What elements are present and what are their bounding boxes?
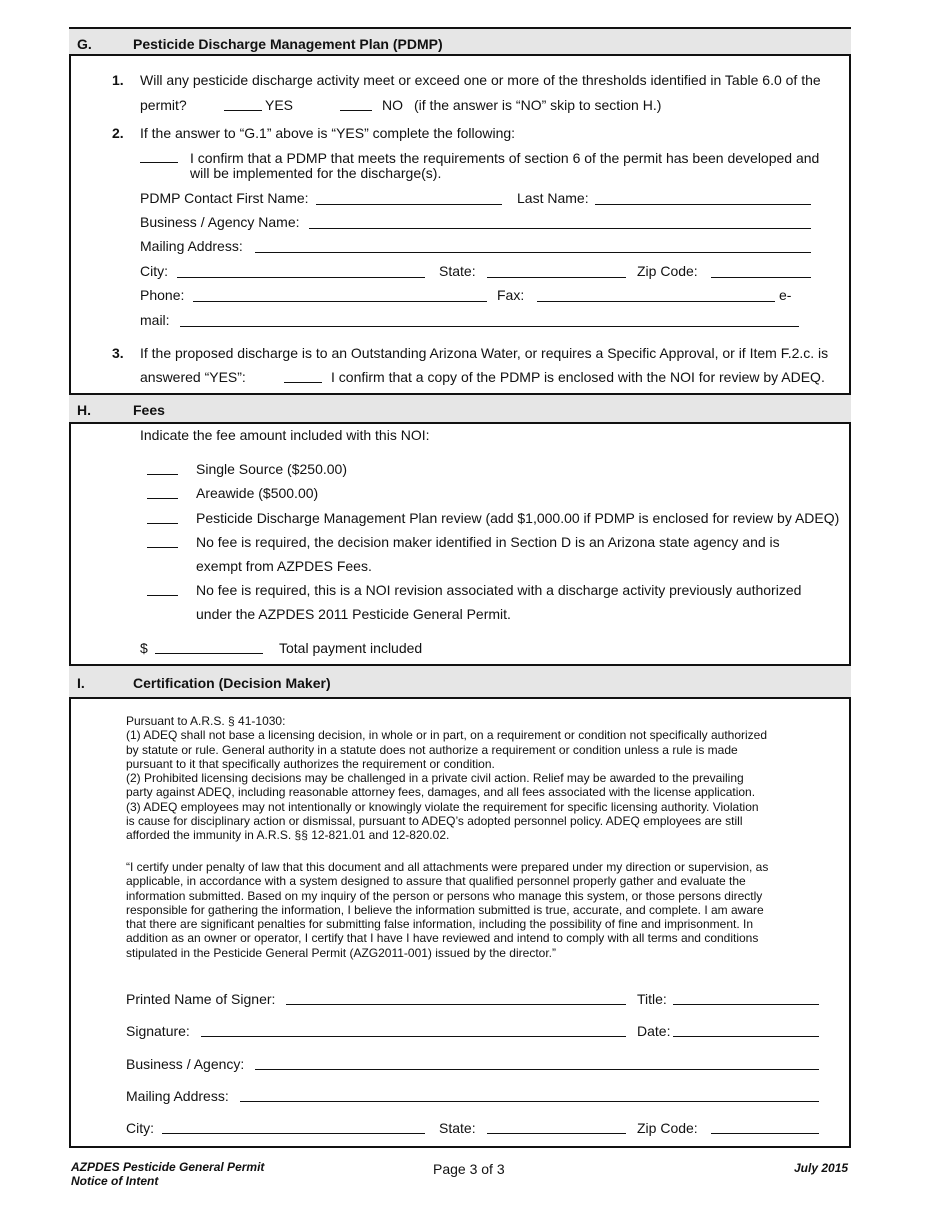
cert-line: information submitted. Based on my inquiry of the person or persons who manage this system, or those persons directly [126,888,763,903]
g1-note: (if the answer is “NO” skip to section H.) [414,97,662,113]
certification-statement [126,860,826,960]
g-fax-field[interactable] [537,301,775,302]
g-mailing-field[interactable] [255,252,811,253]
contact-last-name-field[interactable] [595,204,811,205]
section-h-title: Fees [133,402,165,418]
ars-line: afforded the immunity in A.R.S. §§ 12-821.01 and 12-820.02. [126,828,450,843]
g-business-label: Business / Agency Name: [140,214,300,230]
g-city-field[interactable] [177,277,425,278]
i-zip-field[interactable] [711,1133,819,1134]
footer-permit-name: AZPDES Pesticide General Permit [71,1160,265,1174]
g2-instruction: If the answer to “G.1” above is “YES” complete the following: [140,125,516,141]
g1-permit-label: permit? [140,97,187,113]
i-state-label: State: [439,1120,476,1136]
printed-name-field[interactable] [286,1004,626,1005]
cert-line: responsible for gathering the information, I believe the information submitted is true, accurate, and complete. I am aware [126,902,764,917]
g-state-field[interactable] [487,277,626,278]
g1-question-line1: Will any pesticide discharge activity meet or exceed one or more of the thresholds identified in Table 6.0 of the [140,72,821,88]
i-mailing-field[interactable] [240,1101,819,1102]
g1-yes-blank[interactable] [224,110,262,111]
g1-no-blank[interactable] [340,110,372,111]
total-dollar-sign: $ [140,640,148,656]
contact-last-name-label: Last Name: [517,190,589,206]
cert-line: that there are significant penalties for submitting false information, including the possibility of fine and imprisonment. In [126,917,753,932]
fee-state-agency-line2: exempt from AZPDES Fees. [196,558,372,574]
fee-areawide: Areawide ($500.00) [196,485,319,501]
g1-no-label: NO [382,97,403,113]
g2-number: 2. [112,125,124,141]
i-mailing-label: Mailing Address: [126,1088,229,1104]
section-g-title: Pesticide Discharge Management Plan (PDMP) [133,36,443,52]
date-field[interactable] [673,1036,819,1037]
signature-label: Signature: [126,1023,190,1039]
g-zip-label: Zip Code: [637,263,698,279]
ars-line: (2) Prohibited licensing decisions may be challenged in a private civil action. Relief may be awarded to the prevailing [126,771,744,786]
fee-areawide-blank[interactable] [147,498,178,499]
i-city-label: City: [126,1120,154,1136]
g3-confirm-blank[interactable] [284,382,322,383]
g-phone-field[interactable] [193,301,487,302]
printed-name-label: Printed Name of Signer: [126,991,276,1007]
section-h-header [69,393,851,424]
fee-revision-line1: No fee is required, this is a NOI revision associated with a discharge activity previously authorized [196,582,802,598]
g-mailing-label: Mailing Address: [140,238,243,254]
g-zip-field[interactable] [711,277,811,278]
g3-number: 3. [112,345,124,361]
i-business-label: Business / Agency: [126,1056,245,1072]
ars-notice [126,714,826,843]
g2-confirm-blank[interactable] [140,162,178,163]
total-payment-field[interactable] [155,653,263,654]
g1-yes-label: YES [265,97,294,113]
contact-first-name-label: PDMP Contact First Name: [140,190,309,206]
section-g-letter: G. [77,36,92,52]
ars-line: (3) ADEQ employees may not intentionally or knowingly violate the requirement for specific licensing authority. Violation [126,799,759,814]
g2-confirm-line2: will be implemented for the discharge(s). [190,165,442,181]
total-payment-label: Total payment included [279,640,423,656]
g-email-field[interactable] [180,326,799,327]
ars-line: Pursuant to A.R.S. § 41-1030: [126,714,286,728]
section-i-title: Certification (Decision Maker) [133,675,331,691]
g1-number: 1. [112,72,124,88]
section-i-letter: I. [77,675,85,691]
fee-state-agency-blank[interactable] [147,547,178,548]
cert-line: “I certify under penalty of law that this document and all attachments were prepared under my direction or supervision, as [126,860,769,874]
cert-line: applicable, in accordance with a system designed to assure that qualified personnel properly gather and evaluate the [126,874,746,889]
footer-date: July 2015 [794,1161,849,1175]
g-city-label: City: [140,263,168,279]
fee-intro: Indicate the fee amount included with this NOI: [140,427,430,443]
fee-single-source-blank[interactable] [147,474,178,475]
g-phone-label: Phone: [140,287,185,303]
i-business-field[interactable] [255,1069,819,1070]
i-state-field[interactable] [487,1133,626,1134]
ars-line: party against ADEQ, including reasonable attorney fees, damages, and all fees associated with the license application. [126,785,756,800]
fee-state-agency-line1: No fee is required, the decision maker identified in Section D is an Arizona state agency and is [196,534,780,550]
g-state-label: State: [439,263,476,279]
g3-answered-label: answered “YES”: [140,369,246,385]
cert-line: stipulated in the Pesticide General Permit (AZG2011-001) issued by the director.” [126,945,556,960]
title-label: Title: [637,991,667,1007]
ars-line: by statute or rule. General authority in a statute does not authorize a requirement or condition unless a rule is made [126,742,738,757]
ars-line: (1) ADEQ shall not base a licensing decision, in whole or in part, on a requirement or condition not specifically authorized [126,728,768,743]
fee-revision-blank[interactable] [147,595,178,596]
i-zip-label: Zip Code: [637,1120,698,1136]
section-i-header [69,664,851,699]
g-email-label-a: e- [779,287,792,303]
g2-confirm-line1: I confirm that a PDMP that meets the requirements of section 6 of the permit has been developed and [190,150,820,166]
fee-pdmp-review: Pesticide Discharge Management Plan review (add $1,000.00 if PDMP is enclosed for review by ADEQ) [196,510,840,526]
contact-first-name-field[interactable] [316,204,502,205]
g3-question-line1: If the proposed discharge is to an Outstanding Arizona Water, or requires a Specific Approval, or if Item F.2.c. is [140,345,829,361]
fee-revision-line2: under the AZPDES 2011 Pesticide General Permit. [196,606,511,622]
i-city-field[interactable] [162,1133,425,1134]
g-fax-label: Fax: [497,287,525,303]
fee-pdmp-review-blank[interactable] [147,523,178,524]
fee-single-source: Single Source ($250.00) [196,461,347,477]
cert-line: addition as an owner or operator, I certify that I have I have reviewed and intend to comply with all terms and conditions [126,931,759,946]
section-g-header [69,27,851,56]
g-business-field[interactable] [309,228,811,229]
g-email-label-b: mail: [140,312,170,328]
section-h-letter: H. [77,402,91,418]
title-field[interactable] [673,1004,819,1005]
footer-notice-of-intent: Notice of Intent [71,1174,159,1188]
signature-field[interactable] [201,1036,626,1037]
ars-line: is cause for disciplinary action or dismissal, pursuant to ADEQ’s adopted personnel policy. ADEQ employees are still [126,814,743,829]
g3-confirm-text: I confirm that a copy of the PDMP is enclosed with the NOI for review by ADEQ. [331,369,825,385]
footer-page-number: Page 3 of 3 [433,1161,505,1177]
ars-line: pursuant to it that specifically authorizes the requirement or condition. [126,756,495,771]
date-label: Date: [637,1023,671,1039]
